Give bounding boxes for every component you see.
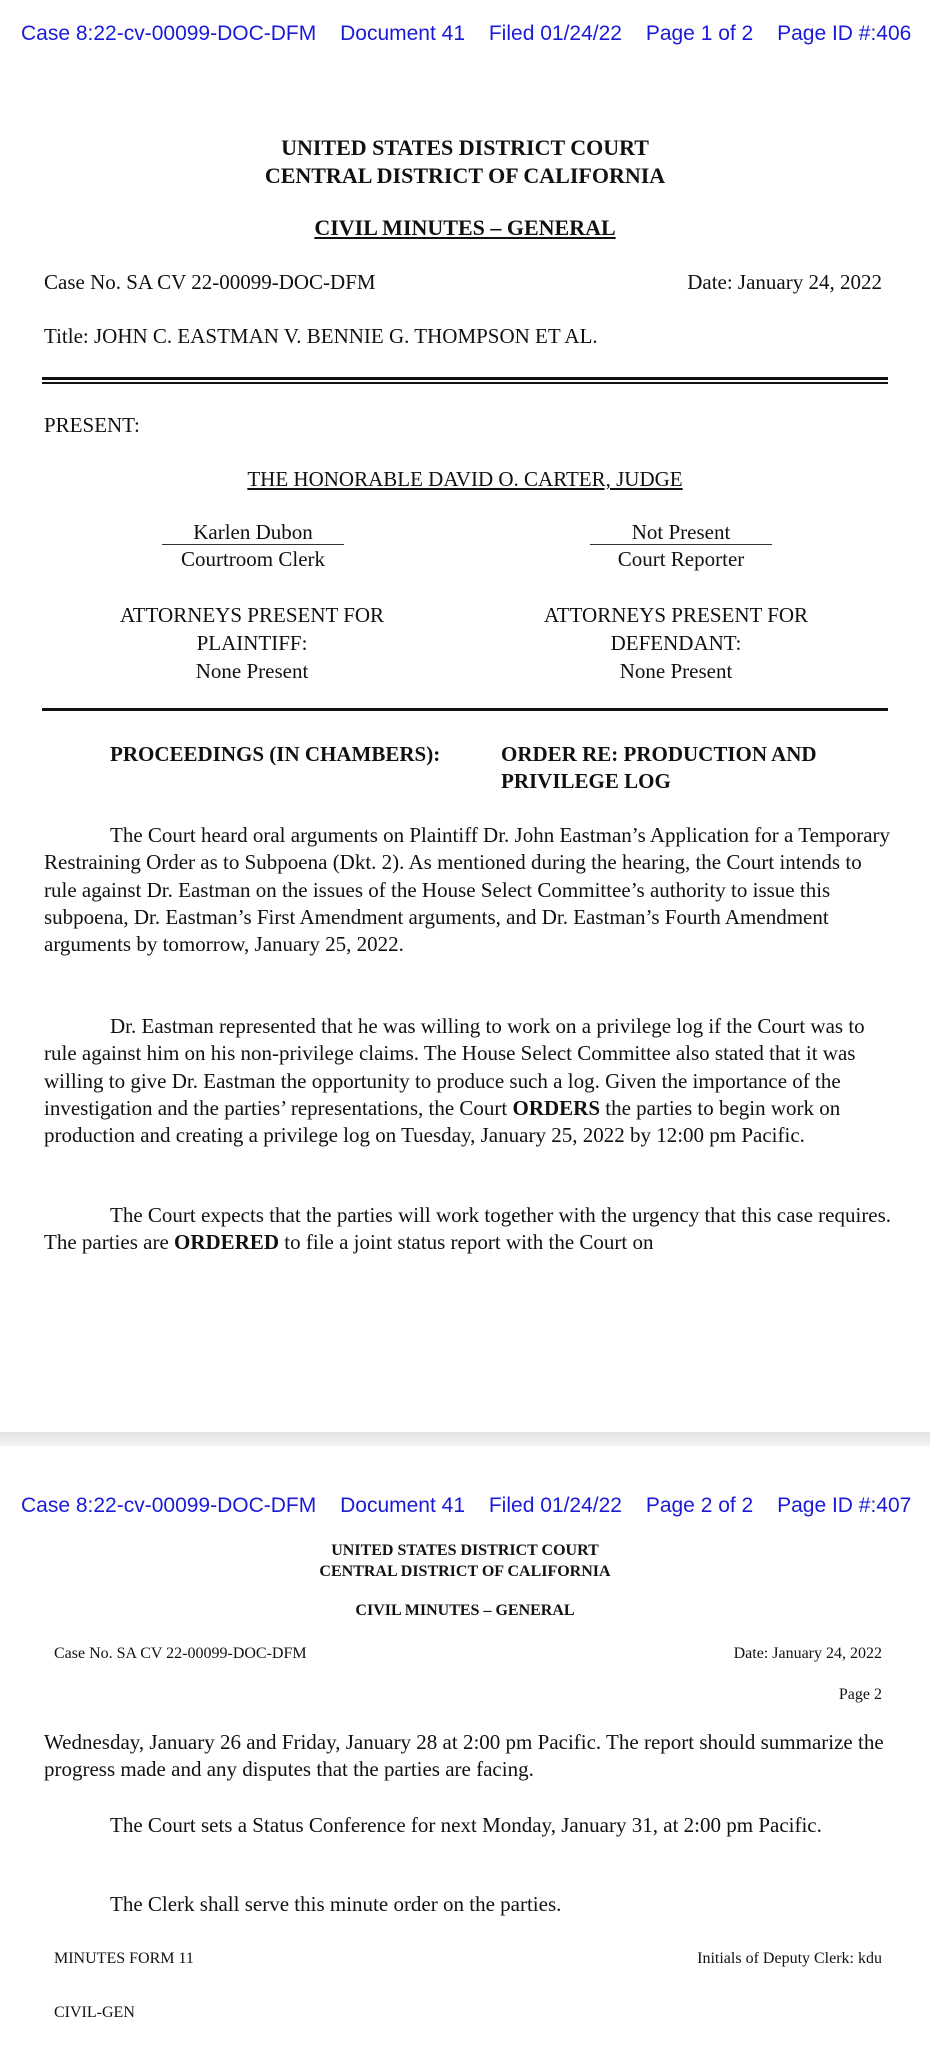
plaintiff-attorneys-line1: ATTORNEYS PRESENT FOR bbox=[119, 603, 385, 627]
page-id-header: Page ID #:407 bbox=[777, 1494, 912, 1517]
page1-header bbox=[21, 22, 911, 46]
page-count-header: Page 2 of 2 bbox=[645, 1494, 754, 1517]
plaintiff-attorneys-line2: PLAINTIFF: bbox=[196, 631, 308, 655]
document-number-header: Document 41 bbox=[340, 1494, 466, 1517]
clerk-role: Courtroom Clerk bbox=[180, 547, 326, 571]
order-date: Date: January 24, 2022 bbox=[687, 270, 882, 294]
court-name-line2: CENTRAL DISTRICT OF CALIFORNIA bbox=[264, 163, 666, 188]
defendant-attorneys-value: None Present bbox=[619, 659, 733, 683]
paragraph-1: The Court heard oral arguments on Plaintiff Dr. John Eastman’s Application for a Temporary Restraining Order as to Subpoena (Dkt. 2). As mentioned during the hearing, the Court intends to rule against Dr. Eastman on the issues of the House Select Committee’s authority to issue this subpoena, Dr. Eastman’s First Amendment arguments, and Dr. Eastman’s Fourth Amendment arguments by tomorrow, January 25, 2022. bbox=[44, 823, 891, 957]
paragraph-2-text-a: Dr. Eastman represented that he was willing to work on a privilege log if the Court was to rule against him on his non-privilege claims. The House Select Committee also stated that it was willing to give Dr. Eastman the opportunity to produce such a log. Given the importance of the investigation and the parties’ representations, the Court bbox=[44, 1014, 865, 1120]
page-id-header: Page ID #:406 bbox=[777, 22, 912, 45]
paragraph-2 bbox=[44, 1013, 894, 1149]
clerk-name: Karlen Dubon bbox=[193, 520, 313, 544]
court-name-line2: CENTRAL DISTRICT OF CALIFORNIA bbox=[319, 1563, 611, 1580]
divider-double-top bbox=[42, 377, 888, 380]
page2-court-name bbox=[0, 1540, 930, 1582]
plaintiff-attorneys-value: None Present bbox=[195, 659, 309, 683]
proceedings-label: PROCEEDINGS (IN CHAMBERS): bbox=[110, 742, 441, 766]
paragraph-2-bold: ORDERS bbox=[512, 1095, 601, 1120]
court-name-line1: UNITED STATES DISTRICT COURT bbox=[331, 1542, 599, 1559]
civil-gen-label: CIVIL-GEN bbox=[54, 2004, 135, 2021]
case-title: Title: JOHN C. EASTMAN V. BENNIE G. THOMPSON ET AL. bbox=[44, 324, 598, 348]
divider-double-bottom bbox=[42, 382, 888, 384]
defendant-attorneys bbox=[476, 601, 876, 685]
page2-page-label: Page 2 bbox=[838, 1686, 882, 1703]
order-title-line2: PRIVILEGE LOG bbox=[501, 769, 671, 793]
page2-header bbox=[21, 1494, 911, 1518]
paragraph-2-text-b: the parties to begin work on production and creating a privilege log on Tuesday, January 25, 2022 by 12:00 pm Pacific. bbox=[44, 1095, 841, 1148]
divider-single bbox=[42, 708, 888, 711]
case-number-header: Case 8:22-cv-00099-DOC-DFM bbox=[21, 1494, 317, 1517]
minutes-title: CIVIL MINUTES – GENERAL bbox=[314, 215, 616, 240]
document-number-header: Document 41 bbox=[340, 22, 466, 45]
defendant-attorneys-line1: ATTORNEYS PRESENT FOR bbox=[543, 603, 809, 627]
paragraph-3-bold: ORDERED bbox=[174, 1230, 280, 1255]
reporter-role: Court Reporter bbox=[617, 547, 745, 571]
court-name bbox=[0, 134, 930, 190]
case-number: Case No. SA CV 22-00099-DOC-DFM bbox=[44, 270, 376, 294]
filed-date-header: Filed 01/24/22 bbox=[488, 1494, 622, 1517]
filed-date-header: Filed 01/24/22 bbox=[488, 22, 622, 45]
paragraph-3-text-a: The Court expects that the parties will work together with the urgency that this case requires. The parties are bbox=[44, 1203, 892, 1255]
page-separator bbox=[0, 1432, 930, 1446]
minutes-form-label: MINUTES FORM 11 bbox=[54, 1950, 194, 1967]
clerk-signature-block bbox=[162, 518, 344, 573]
present-label: PRESENT: bbox=[44, 413, 140, 437]
judge-name: THE HONORABLE DAVID O. CARTER, JUDGE bbox=[247, 467, 683, 491]
order-title-line1: ORDER RE: PRODUCTION AND bbox=[501, 742, 817, 766]
paragraph-3 bbox=[44, 1202, 894, 1257]
case-number-header: Case 8:22-cv-00099-DOC-DFM bbox=[21, 22, 317, 45]
page2-paragraph-2: The Court sets a Status Conference for next Monday, January 31, at 2:00 pm Pacific. bbox=[110, 1813, 822, 1837]
paragraph-3-text-b: to file a joint status report with the Court on bbox=[284, 1230, 654, 1255]
order-title bbox=[501, 741, 817, 795]
reporter-signature-block bbox=[590, 518, 772, 573]
page2-minutes-title: CIVIL MINUTES – GENERAL bbox=[355, 1602, 575, 1619]
page2-paragraph-1: Wednesday, January 26 and Friday, January 28 at 2:00 pm Pacific. The report should summarize the progress made and any disputes that the parties are facing. bbox=[44, 1730, 884, 1782]
page2-case-number: Case No. SA CV 22-00099-DOC-DFM bbox=[54, 1645, 307, 1662]
page-count-header: Page 1 of 2 bbox=[645, 22, 754, 45]
reporter-name: Not Present bbox=[631, 520, 731, 544]
court-name-line1: UNITED STATES DISTRICT COURT bbox=[281, 135, 649, 160]
deputy-clerk-initials: Initials of Deputy Clerk: kdu bbox=[697, 1950, 882, 1967]
page2-paragraph-3: The Clerk shall serve this minute order on the parties. bbox=[110, 1892, 562, 1916]
page2-date: Date: January 24, 2022 bbox=[733, 1645, 882, 1662]
plaintiff-attorneys bbox=[52, 601, 452, 685]
defendant-attorneys-line2: DEFENDANT: bbox=[610, 631, 742, 655]
